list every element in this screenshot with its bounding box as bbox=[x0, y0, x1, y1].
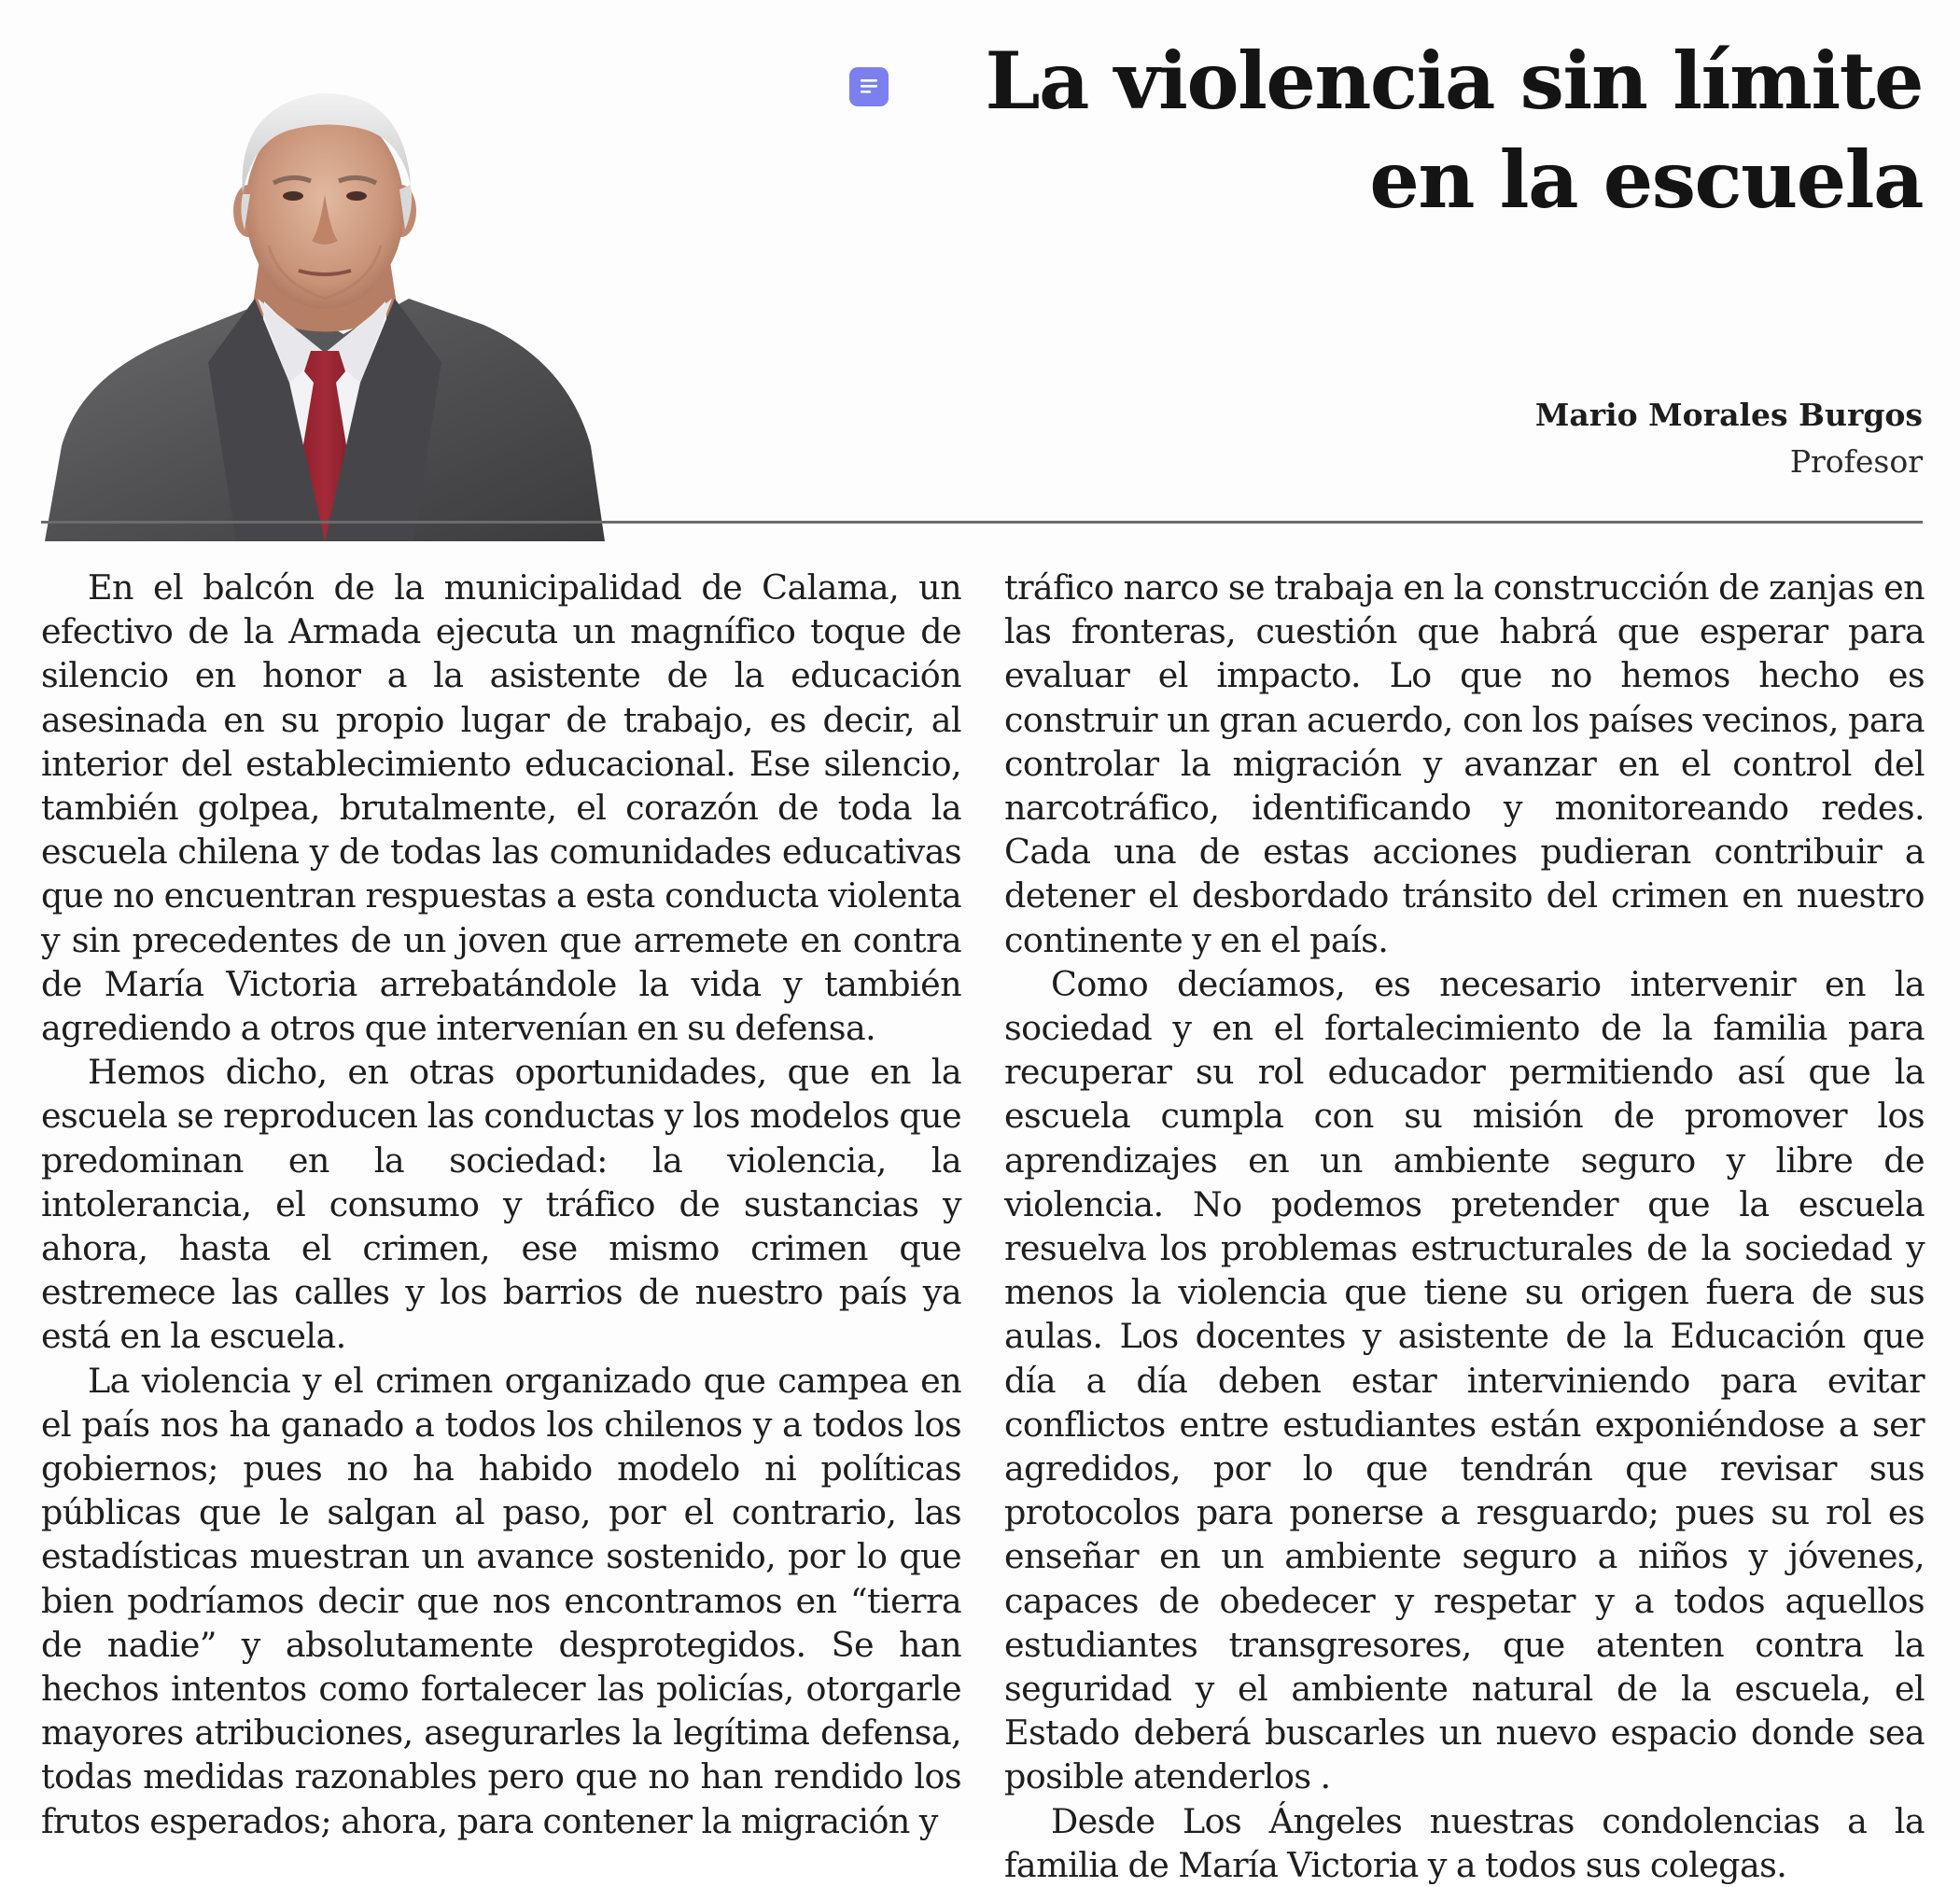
paragraph: La violencia y el crimen organizado que campea en el país nos ha ganado a todos los chilenos y a todos los gobiernos; pues no ha habido modelo ni políticas públicas que le salgan al paso, por el contrario, las estadísticas muestran un avance sostenido, por lo que bien podríamos decir que nos encontramos en “tierra de nadie” y absolutamente desprotegidos. Se han hechos intentos como fortalecer las policías, otorgarle mayores atribuciones, asegurarles la legítima defensa, todas medidas razonables pero que no han rendido los frutos esperados; ahora, para contener la migración y bbox=[41, 1360, 961, 1841]
author-name: Mario Morales Burgos bbox=[1534, 397, 1923, 433]
paragraph-continuation: tráfico narco se trabaja en la construcción de zanjas en las fronteras, cuestión que habrá que esperar para evaluar el impacto. Lo que no hemos hecho es construir un gran acuerdo, con los países vecinos, para controlar la migración y avanzar en el control del narcotráfico, identificando y monitoreando redes. Cada una de estas acciones pudieran contribuir a detener el desbordado tránsito del crimen en nuestro continente y en el país. bbox=[1004, 567, 1925, 960]
paragraph: Como decíamos, es necesario intervenir en la sociedad y en el fortalecimiento de la familia para recuperar su rol educador permitiendo así que la escuela cumpla con su misión de promover los aprendizajes en un ambiente seguro y libre de violencia. No podemos pretender que la escuela resuelva los problemas estructurales de la sociedad y menos la violencia que tiene su origen fuera de sus aulas. Los docentes y asistente de la Educación que día a día deben estar interviniendo para evitar conflictos entre estudiantes están exponiéndose a ser agredidos, por lo que tendrán que revisar sus protocolos para ponerse a resguardo; pues su rol es enseñar en un ambiente seguro a niños y jóvenes, capaces de obedecer y respetar y a todos aquellos estudiantes transgresores, que atenten contra la seguridad y el ambiente natural de la escuela, el Estado deberá buscarles un nuevo espacio donde sea posible atenderlos . bbox=[1004, 963, 1925, 1797]
author-portrait bbox=[45, 54, 614, 541]
article-body bbox=[41, 566, 1925, 1885]
author-role: Profesor bbox=[1789, 443, 1923, 480]
paragraph: Desde Los Ángeles nuestras condolencias a la familia de María Victoria y a todos sus colegas. bbox=[1004, 1800, 1925, 1885]
headline bbox=[849, 32, 1923, 230]
headline-line-2: en la escuela bbox=[1369, 133, 1923, 226]
paragraph: En el balcón de la municipalidad de Calama, un efectivo de la Armada ejecuta un magnífico toque de silencio en honor a la asistente de la educación asesinada en su propio lugar de trabajo, es decir, al interior del establecimiento educacional. Ese silencio, también golpea, brutalmente, el corazón de toda la escuela chilena y de todas las comunidades educativas que no encuentran respuestas a esta conducta violenta y sin precedentes de un joven que arremete en contra de María Victoria arrebatándole la vida y también agrediendo a otros que intervenían en su defensa. bbox=[41, 567, 961, 1049]
byline bbox=[1535, 392, 1923, 485]
document-icon[interactable] bbox=[849, 67, 889, 106]
headline-block bbox=[849, 32, 1923, 230]
header-divider bbox=[41, 521, 1923, 524]
column-right bbox=[1004, 566, 1925, 1887]
headline-line-1: La violencia sin límite bbox=[985, 35, 1923, 127]
paragraph: Hemos dicho, en otras oportunidades, que en la escuela se reproducen las conductas y los modelos que predominan en la sociedad: la violencia, la intolerancia, el consumo y tráfico de sustancias y ahora, hasta el crimen, ese mismo crimen que estremece las calles y los barrios de nuestro país ya está en la escuela. bbox=[41, 1052, 961, 1357]
article-header bbox=[37, 19, 1923, 524]
column-left bbox=[41, 566, 961, 1843]
